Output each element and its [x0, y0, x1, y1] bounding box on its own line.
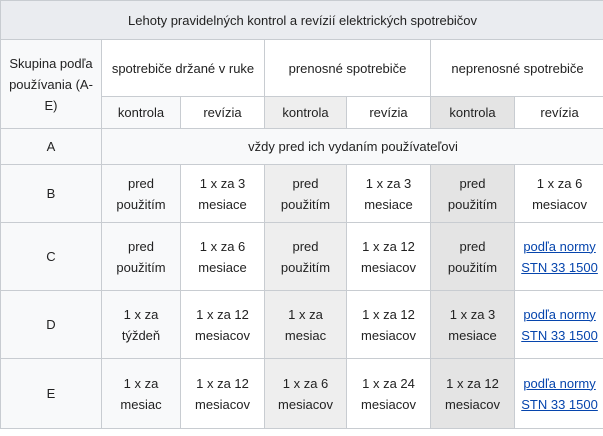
category-stationary: neprenosné spotrebiče	[431, 40, 603, 97]
table-cell: pred použitím	[265, 165, 347, 223]
category-portable: prenosné spotrebiče	[265, 40, 431, 97]
subheader-cell: kontrola	[265, 97, 347, 129]
table-cell: 1 x za 3 mesiace	[431, 291, 515, 359]
table-cell: pred použitím	[102, 223, 181, 291]
table-cell: 1 x za 12 mesiacov	[181, 359, 265, 429]
table-cell: 1 x za 12 mesiacov	[431, 359, 515, 429]
norm-link[interactable]: podľa normy STN 33 1500	[521, 238, 598, 275]
table-cell: 1 x za 12 mesiacov	[347, 223, 431, 291]
table-cell: 1 x za 3 mesiace	[181, 165, 265, 223]
table-caption-row	[1, 1, 603, 40]
group-cell: B	[1, 165, 102, 223]
table-cell	[515, 359, 603, 429]
norm-link[interactable]: podľa normy STN 33 1500	[521, 375, 598, 412]
table-cell: pred použitím	[431, 223, 515, 291]
subheader-cell: kontrola	[431, 97, 515, 129]
category-handheld: spotrebiče držané v ruke	[102, 40, 265, 97]
table-row	[1, 165, 603, 223]
norm-link[interactable]: podľa normy STN 33 1500	[521, 306, 598, 343]
subheader-cell: revízia	[181, 97, 265, 129]
row-a-text: vždy pred ich vydaním používateľovi	[102, 129, 603, 165]
table-cell	[515, 291, 603, 359]
group-cell: E	[1, 359, 102, 429]
group-header: Skupina podľa používania (A-E)	[1, 40, 102, 129]
subheader-cell: kontrola	[102, 97, 181, 129]
table-cell: pred použitím	[431, 165, 515, 223]
table-cell	[515, 223, 603, 291]
table-cell: 1 x za 12 mesiacov	[347, 291, 431, 359]
table-row	[1, 291, 603, 359]
table-cell: 1 x za týždeň	[102, 291, 181, 359]
table-title: Lehoty pravidelných kontrol a revízií elektrických spotrebičov	[1, 1, 603, 40]
table-cell: 1 x za 3 mesiace	[347, 165, 431, 223]
group-cell: D	[1, 291, 102, 359]
table-cell: 1 x za 6 mesiace	[181, 223, 265, 291]
table-row	[1, 223, 603, 291]
table-cell: pred použitím	[102, 165, 181, 223]
subheader-cell: revízia	[515, 97, 603, 129]
table-cell: 1 x za 6 mesiacov	[515, 165, 603, 223]
header-row	[1, 40, 603, 97]
group-cell: A	[1, 129, 102, 165]
subheader-cell: revízia	[347, 97, 431, 129]
table-cell: 1 x za 6 mesiacov	[265, 359, 347, 429]
group-cell: C	[1, 223, 102, 291]
table-row	[1, 359, 603, 429]
table-cell: 1 x za 12 mesiacov	[181, 291, 265, 359]
table-row	[1, 129, 603, 165]
table-cell: pred použitím	[265, 223, 347, 291]
table-cell: 1 x za mesiac	[265, 291, 347, 359]
table-cell: 1 x za 24 mesiacov	[347, 359, 431, 429]
table-cell: 1 x za mesiac	[102, 359, 181, 429]
